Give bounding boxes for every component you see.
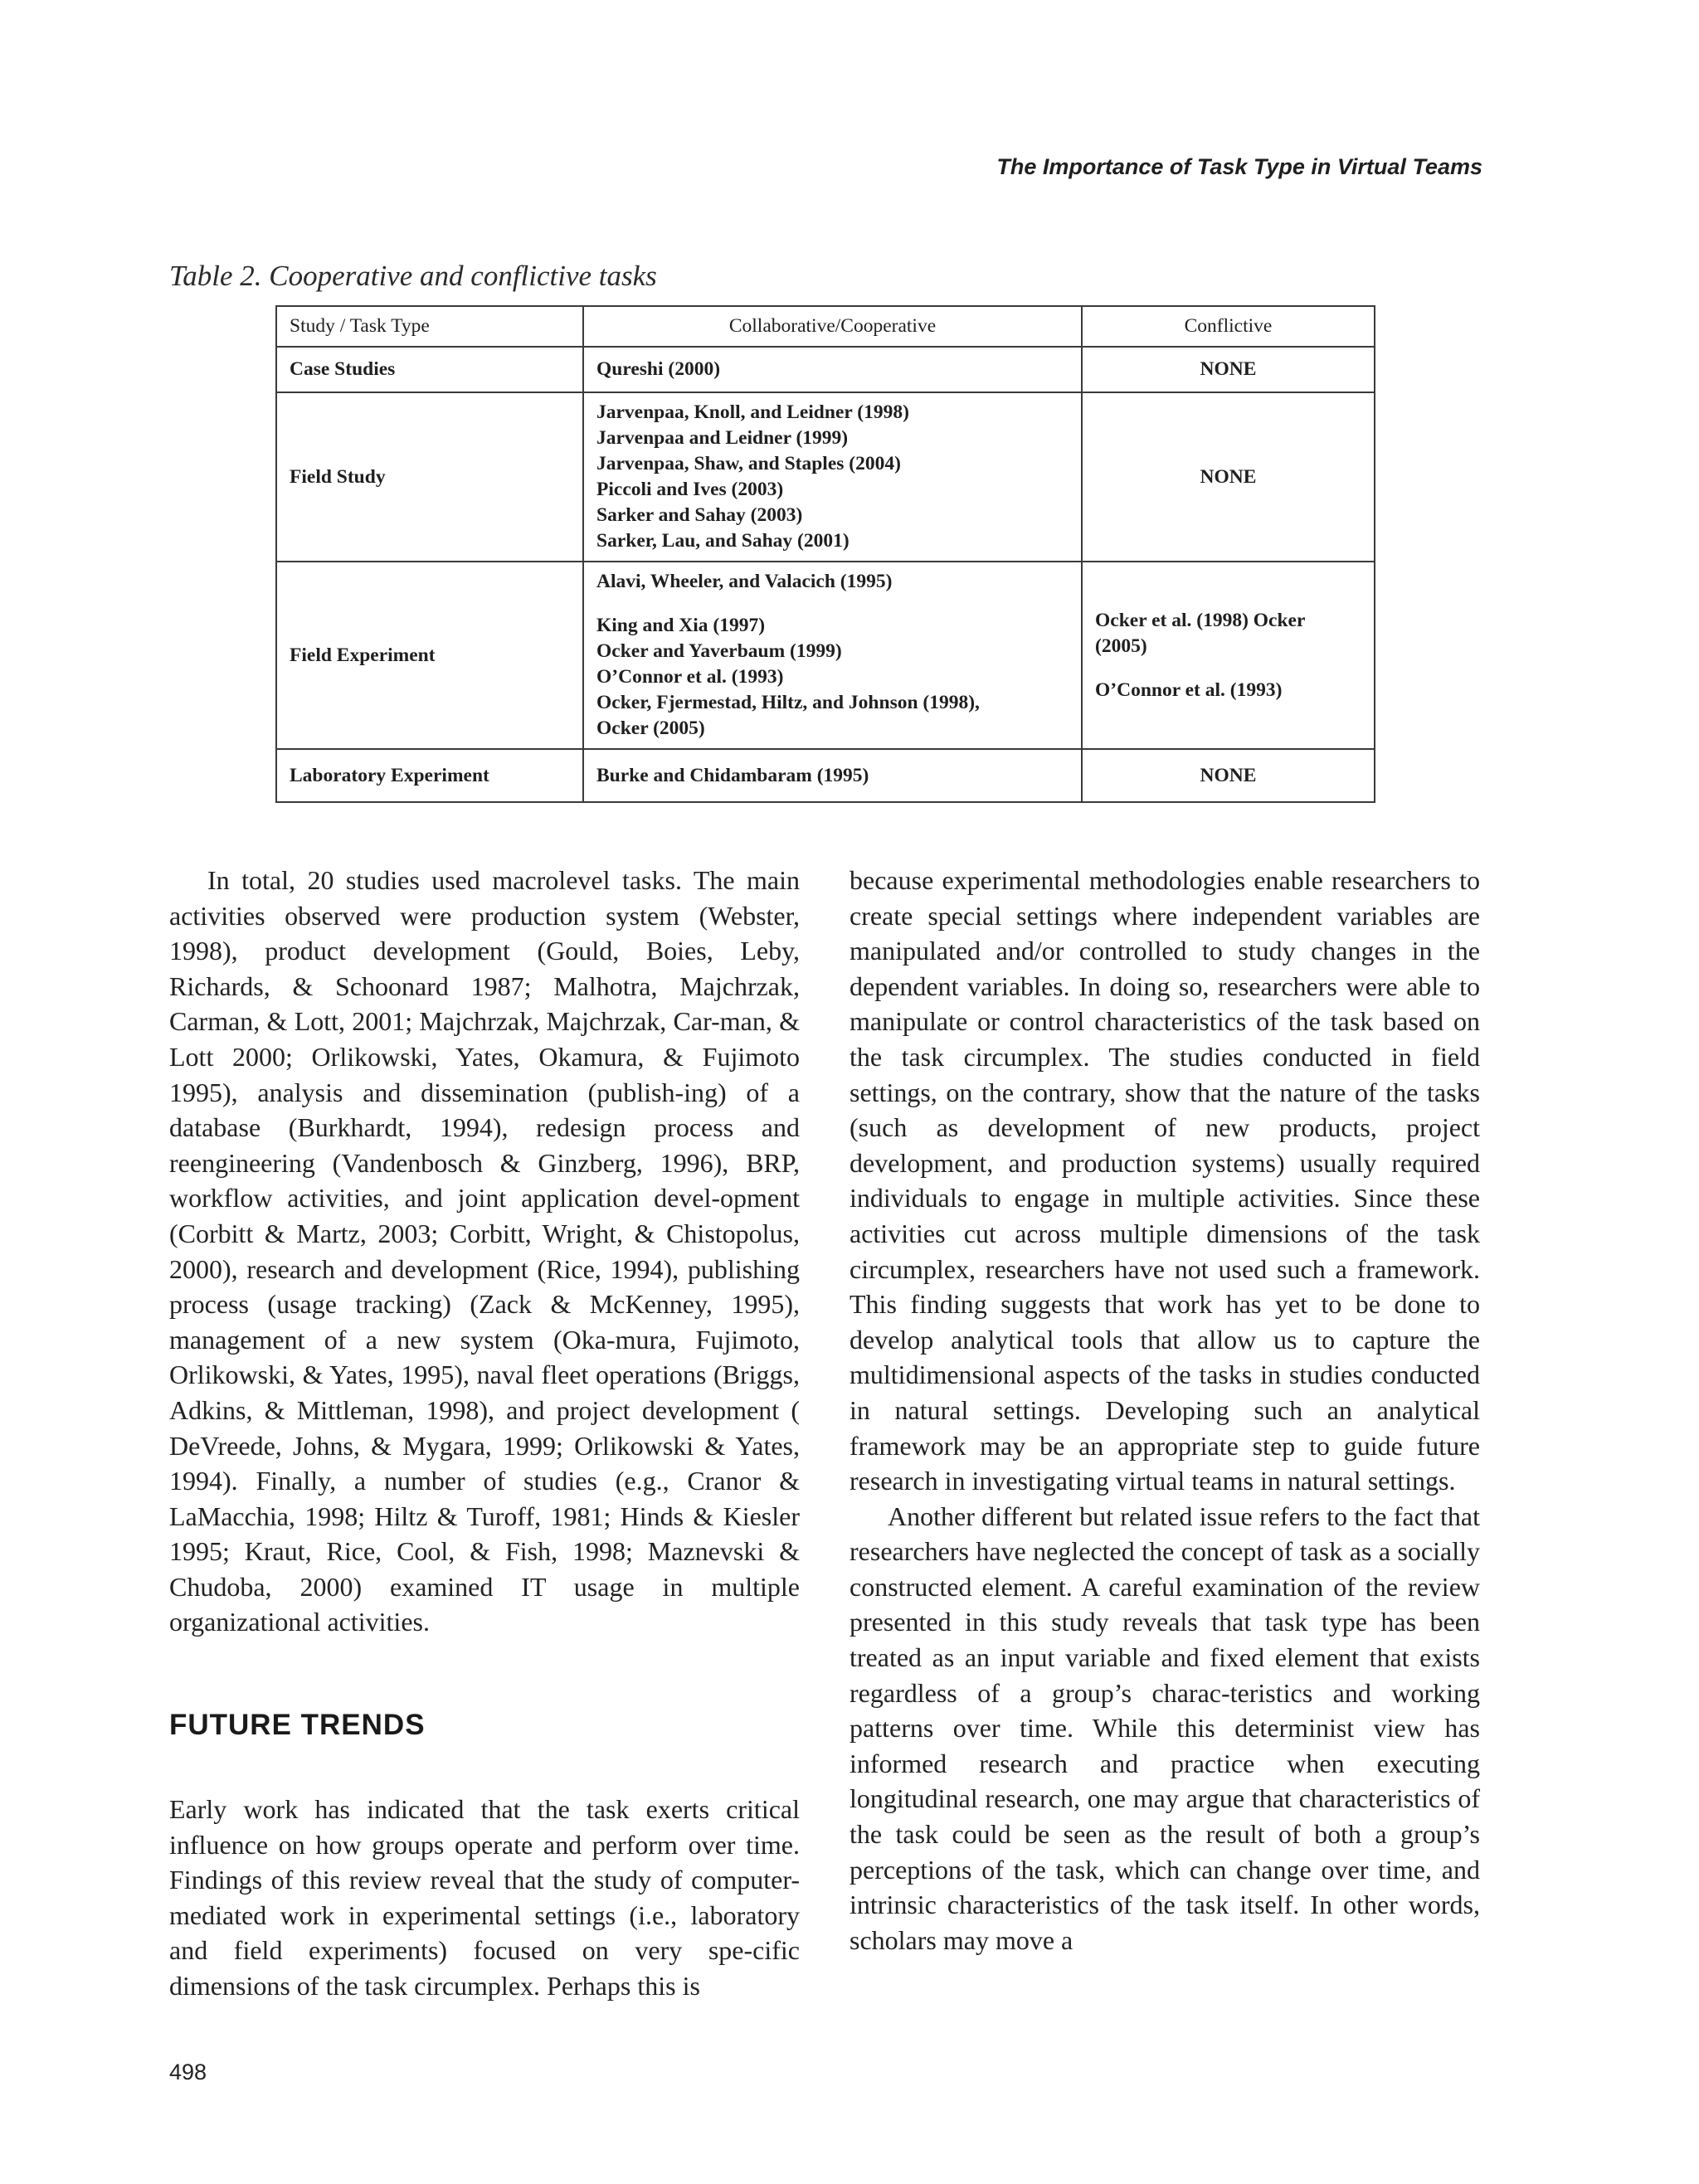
row-conflictive	[1082, 562, 1375, 749]
row-cooperative	[583, 392, 1082, 562]
cooperative-entry: Jarvenpaa and Leidner (1999)	[596, 427, 849, 449]
conflictive-entry: O’Connor et al. (1993)	[1095, 679, 1283, 701]
table-caption: Table 2. Cooperative and conflictive tasks	[169, 260, 657, 292]
conflictive-entry: (2005)	[1095, 635, 1147, 657]
header-conflictive: Conflictive	[1082, 306, 1375, 347]
cooperative-entry: Ocker, Fjermestad, Hiltz, and Johnson (1998),	[596, 692, 980, 713]
row-type: Field Experiment	[276, 562, 583, 749]
table-header-row	[276, 306, 1375, 347]
body-paragraph: Another different but related issue refers to the fact that researchers have neglected the concept of task as a socially constructed element. A careful examination of the review presented in this study reveals that task type has been treated as an input variable and fixed element that exists regardless of a group’s charac-teristics and working patterns over time. While this determinist view has informed research and practice when executing longitudinal research, one may argue that characteristics of the task could be seen as the result of both a group’s perceptions of the task, which can change over time, and intrinsic characteristics of the task itself. In other words, scholars may move a	[850, 1501, 1480, 1955]
row-conflictive: NONE	[1082, 392, 1375, 562]
cooperative-conflictive-table	[275, 305, 1375, 803]
row-cooperative	[583, 749, 1082, 802]
cooperative-entry: Piccoli and Ives (2003)	[596, 479, 784, 500]
row-type: Case Studies	[276, 347, 583, 392]
body-column-right	[850, 863, 1480, 1958]
cooperative-entry: King and Xia (1997)	[596, 615, 766, 636]
cooperative-entry: Ocker and Yaverbaum (1999)	[596, 640, 842, 662]
body-paragraph: because experimental methodologies enable researchers to create special settings where independent variables are manipulated and/or controlled to study changes in the dependent variables. In doing so, researchers were able to manipulate or control characteristics of the task based on the task circumplex. The studies conducted in field settings, on the contrary, show that the nature of the tasks (such as development of new products, project development, and production systems) usually required individuals to engage in multiple activities. Since these activities cut across multiple dimensions of the task circumplex, researchers have not used such a framework. This finding suggests that work has yet to be done to develop analytical tools that allow us to capture the multidimensional aspects of the tasks in studies conducted in natural settings. Developing such an analytical framework may be an appropriate step to guide future research in investigating virtual teams in natural settings.	[850, 865, 1480, 1496]
body-column-left	[169, 863, 800, 1640]
row-conflictive: NONE	[1082, 347, 1375, 392]
table-row	[276, 562, 1375, 749]
cooperative-entry: Qureshi (2000)	[596, 358, 721, 380]
body-paragraph: Early work has indicated that the task exerts critical influence on how groups operate and perform over time. Findings of this review reveal that the study of computer-mediated work in experimental settings (i.e., laboratory and field experiments) focused on very spe-cific dimensions of the task circumplex. Perhaps this is	[169, 1794, 800, 2001]
table-row	[276, 392, 1375, 562]
table-row	[276, 749, 1375, 802]
running-head: The Importance of Task Type in Virtual Teams	[996, 154, 1482, 179]
conflictive-entry: Ocker et al. (1998) Ocker	[1095, 609, 1306, 631]
body-paragraph: In total, 20 studies used macrolevel tasks. The main activities observed were production system (Webster, 1998), product development (Gould, Boies, Leby, Richards, & Schoonard 1987; Malhotra, Majchrzak, Carman, & Lott, 2001; Majchrzak, Majchrzak, Car-man, & Lott 2000; Orlikowski, Yates, Okamura, & Fujimoto 1995), analysis and dissemination (publish-ing) of a database (Burkhardt, 1994), redesign process and reengineering (Vandenbosch & Ginzberg, 1996), BRP, workflow activities, and joint application devel-opment (Corbitt & Martz, 2003; Corbitt, Wright, & Chistopolus, 2000), research and development (Rice, 1994), publishing process (usage tracking) (Zack & McKenney, 1995), management of a new system (Oka-mura, Fujimoto, Orlikowski, & Yates, 1995), naval fleet operations (Briggs, Adkins, & Mittleman, 1998), and project development ( DeVreede, Johns, & Mygara, 1999; Orlikowski & Yates, 1994). Finally, a number of studies (e.g., Cranor & LaMacchia, 1998; Hiltz & Turoff, 1981; Hinds & Kiesler 1995; Kraut, Rice, Cool, & Fish, 1998; Maznevski & Chudoba, 2000) examined IT usage in multiple organizational activities.	[169, 865, 800, 1637]
cooperative-entry: Sarker, Lau, and Sahay (2001)	[596, 530, 850, 552]
row-cooperative	[583, 562, 1082, 749]
page-number: 498	[169, 2060, 207, 2084]
body-column-left-lower	[169, 1792, 800, 2004]
table-row	[276, 347, 1375, 392]
cooperative-entry: Jarvenpaa, Shaw, and Staples (2004)	[596, 453, 901, 474]
cooperative-entry: Burke and Chidambaram (1995)	[596, 764, 869, 786]
row-type: Laboratory Experiment	[276, 749, 583, 802]
section-heading: FUTURE TRENDS	[169, 1709, 426, 1741]
cooperative-entry: Sarker and Sahay (2003)	[596, 504, 803, 526]
row-conflictive: NONE	[1082, 749, 1375, 802]
row-cooperative	[583, 347, 1082, 392]
header-study-task-type: Study / Task Type	[276, 306, 583, 347]
cooperative-entry: O’Connor et al. (1993)	[596, 666, 784, 688]
cooperative-entry: Alavi, Wheeler, and Valacich (1995)	[596, 571, 893, 592]
cooperative-entry: Ocker (2005)	[596, 717, 705, 739]
row-type: Field Study	[276, 392, 583, 562]
cooperative-entry: Jarvenpaa, Knoll, and Leidner (1998)	[596, 401, 909, 423]
header-cooperative: Collaborative/Cooperative	[583, 306, 1082, 347]
